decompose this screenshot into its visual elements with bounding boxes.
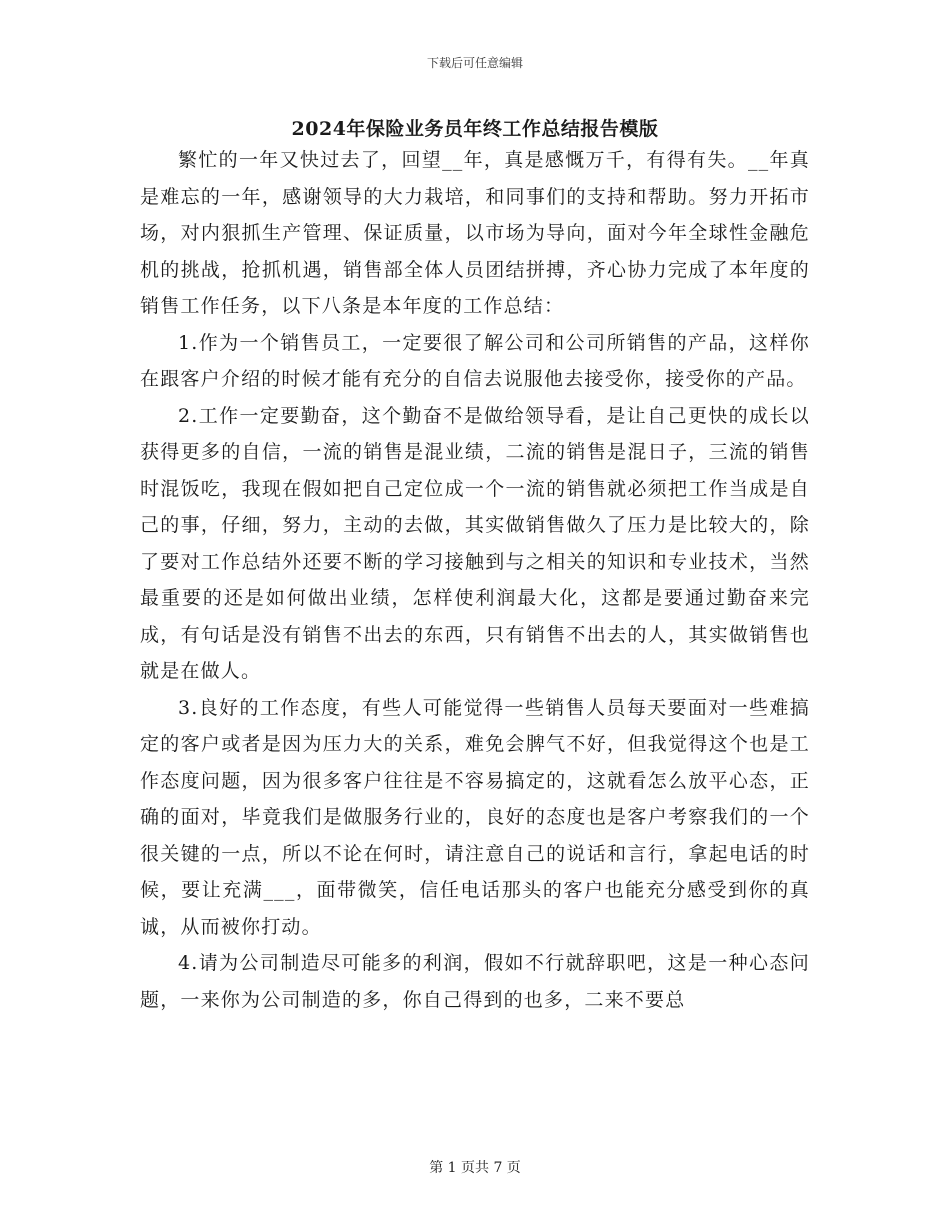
header-note: 下载后可任意编辑 (426, 56, 523, 70)
document-body (140, 142, 810, 1018)
paragraph-item-2: 2.工作一定要勤奋，这个勤奋不是做给领导看，是让自己更快的成长以获得更多的自信，一流的销售是混业绩，二流的销售是混日子，三流的销售时混饭吃，我现在假如把自己定位成一个一流的销售就必须把工作当成是自己的事，仔细，努力，主动的去做，其实做销售做久了压力是比较大的，除了要对工作总结外还要不断的学习接触到与之相关的知识和专业技术，当然最重要的还是如何做出业绩，怎样使利润最大化，这都是要通过勤奋来完成，有句话是没有销售不出去的东西，只有销售不出去的人，其实做销售也就是在做人。 (140, 404, 810, 682)
document-title: 2024年保险业务员年终工作总结报告模版 (291, 118, 659, 140)
page-footer: 第 1 页共 7 页 (429, 1160, 521, 1176)
paragraph-item-1: 1.作为一个销售员工，一定要很了解公司和公司所销售的产品，这样你在跟客户介绍的时候才能有充分的自信去说服他去接受你，接受你的产品。 (140, 331, 810, 390)
paragraph-item-3: 3.良好的工作态度，有些人可能觉得一些销售人员每天要面对一些难搞定的客户或者是因为压力大的关系，难免会脾气不好，但我觉得这个也是工作态度问题，因为很多客户往往是不容易搞定的，这就看怎么放平心态，正确的面对，毕竟我们是做服务行业的，良好的态度也是客户考察我们的一个很关键的一点，所以不论在何时，请注意自己的说话和言行，拿起电话的时候，要让充满___，面带微笑，信任电话那头的客户也能充分感受到你的真诚，从而被你打动。 (140, 696, 810, 938)
paragraph-intro: 繁忙的一年又快过去了，回望__年，真是感慨万千，有得有失。__年真是难忘的一年，感谢领导的大力栽培，和同事们的支持和帮助。努力开拓市场，对内狠抓生产管理、保证质量，以市场为导向，面对今年全球性金融危机的挑战，抢抓机遇，销售部全体人员团结拼搏，齐心协力完成了本年度的销售工作任务，以下八条是本年度的工作总结： (140, 149, 810, 317)
paragraph-item-4: 4.请为公司制造尽可能多的利润，假如不行就辞职吧，这是一种心态问题，一来你为公司制造的多，你自己得到的也多，二来不要总 (140, 952, 810, 1011)
